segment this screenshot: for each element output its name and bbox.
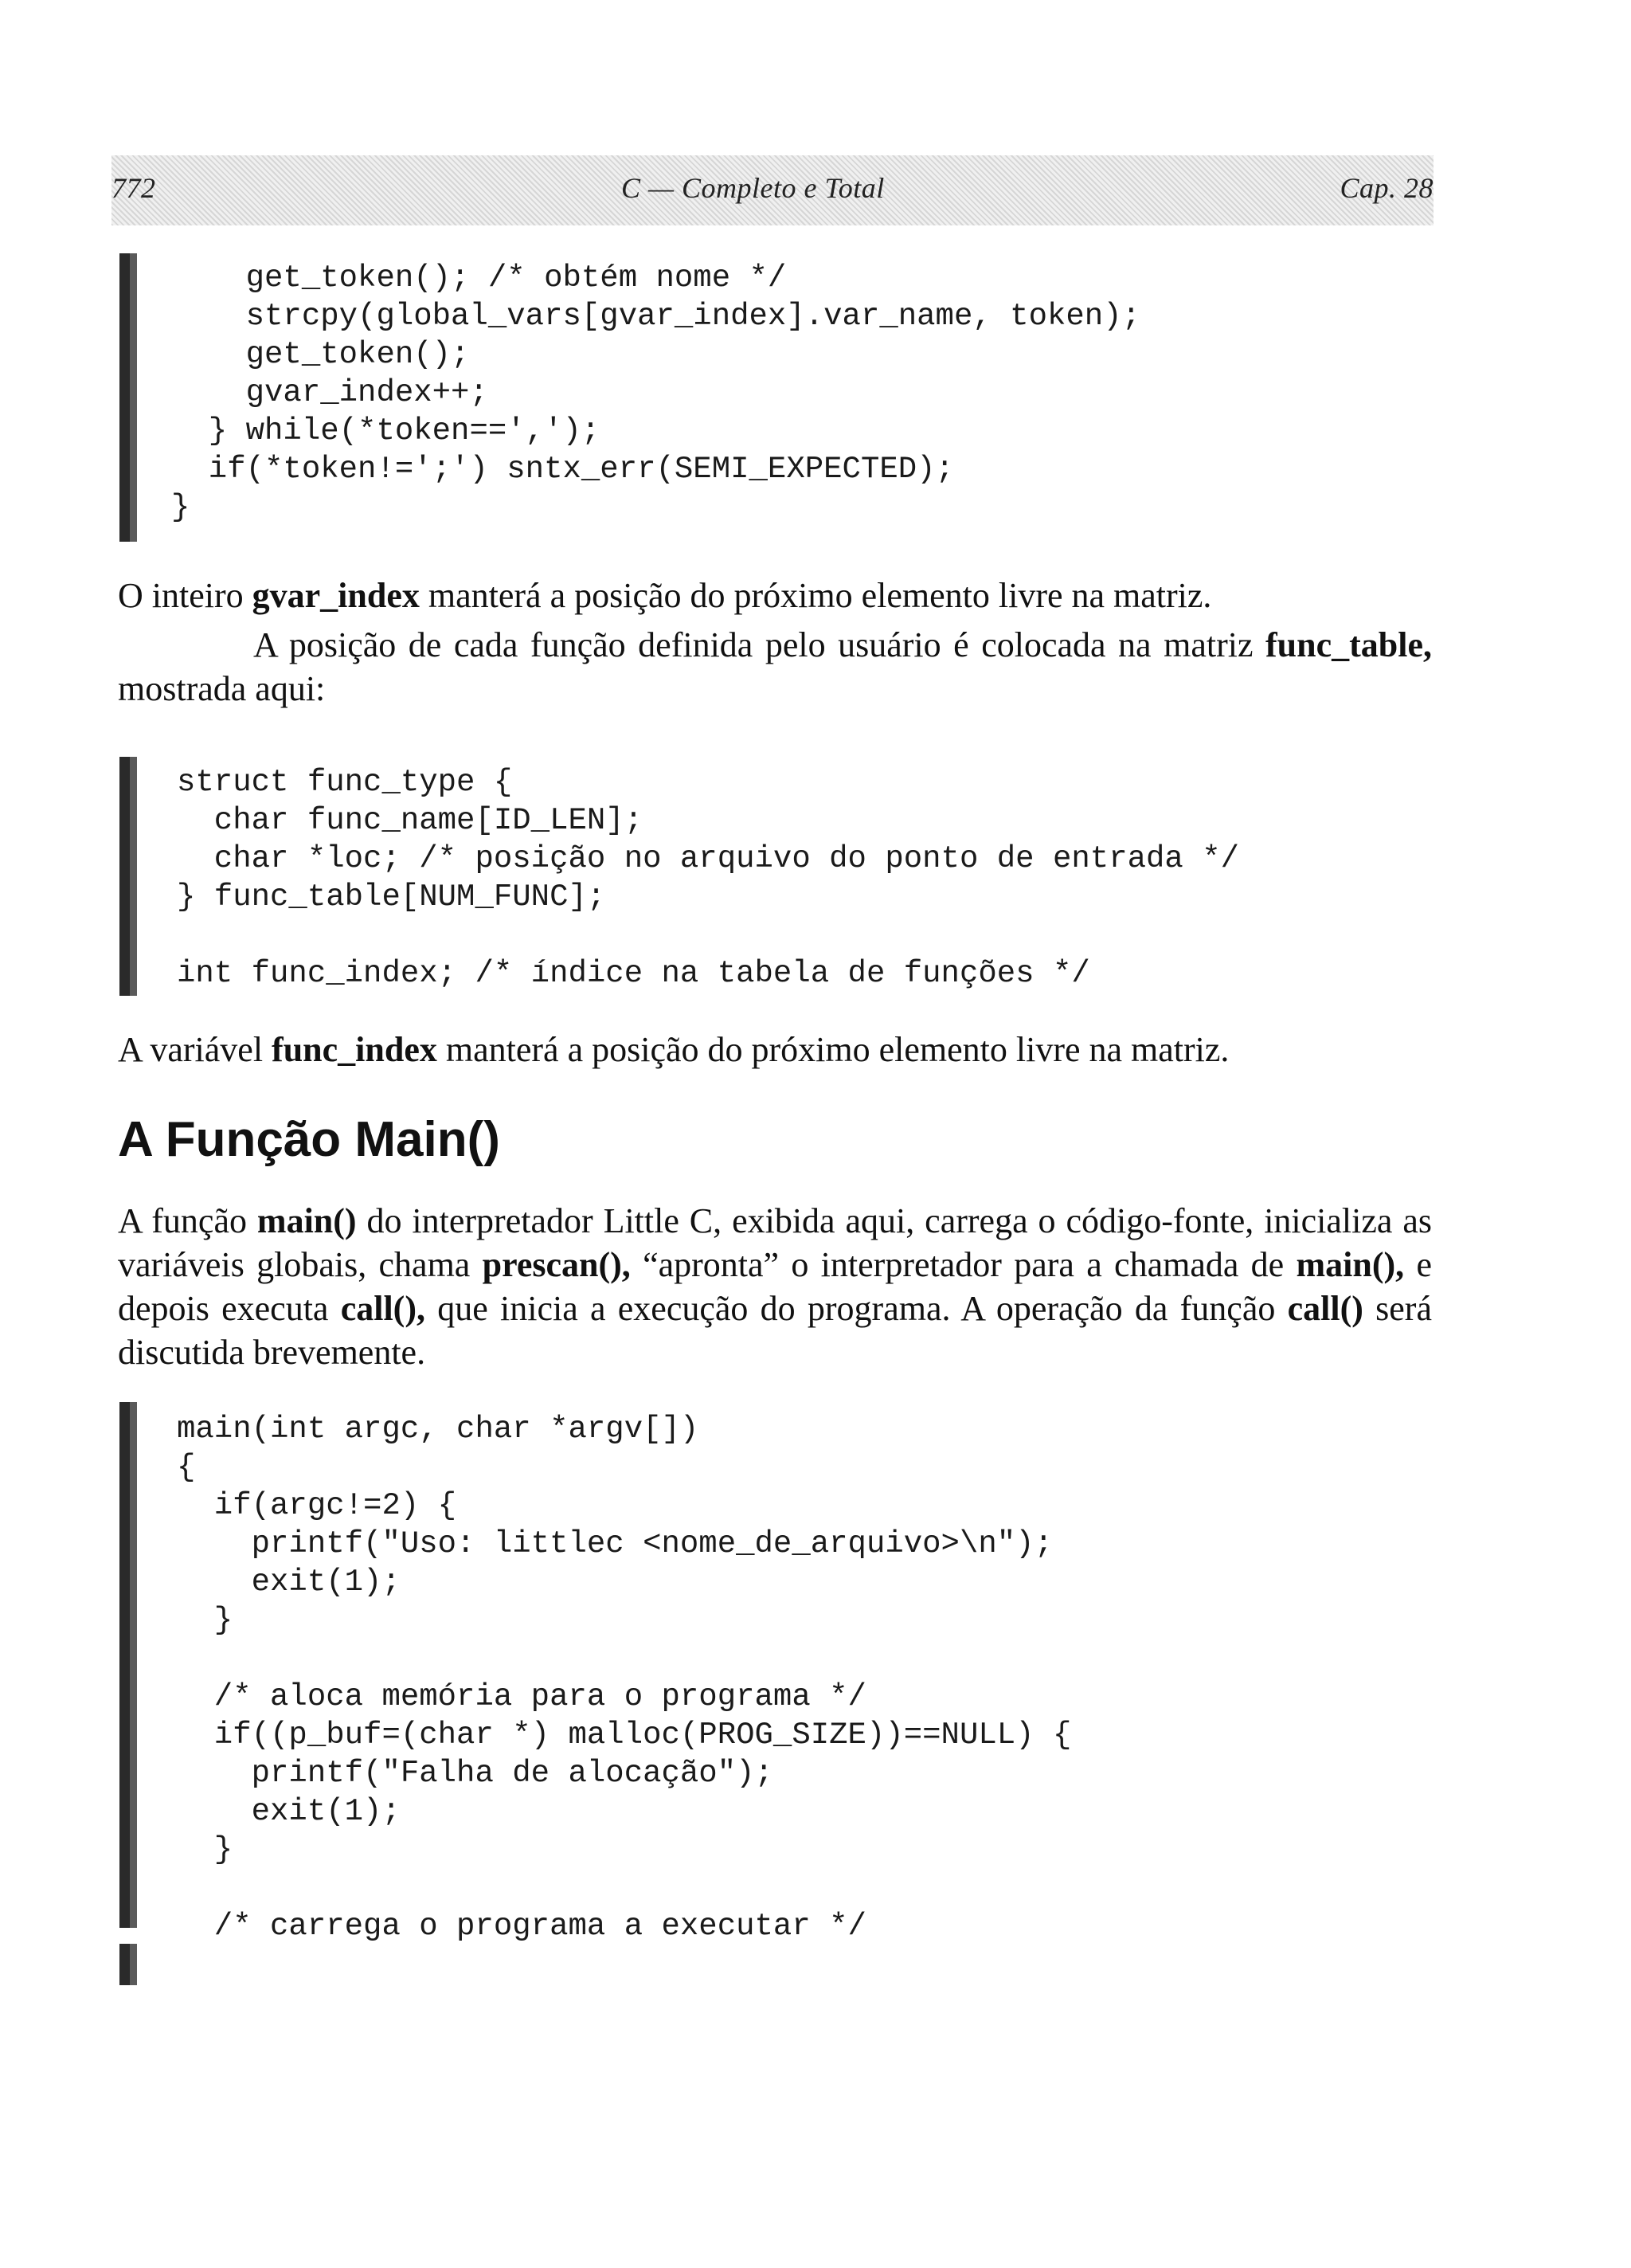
text-run: manterá a posição do próximo elemento livre na matriz. — [436, 1030, 1230, 1069]
code-line: { — [177, 1450, 196, 1485]
text-run: mostrada aqui: — [118, 669, 326, 708]
code-line — [177, 916, 1239, 954]
code-line: /* aloca memória para o programa */ — [177, 1679, 866, 1714]
code-line: get_token(); /* obtém nome */ — [171, 260, 787, 296]
code-margin-bar — [119, 1944, 137, 1985]
code-line: if(argc!=2) { — [177, 1488, 457, 1523]
code-line: exit(1); — [177, 1794, 401, 1829]
code-line: get_token(); — [171, 337, 470, 372]
code-line: int func_index; /* índice na tabela de funções */ — [177, 956, 1090, 991]
page-number: 772 — [111, 172, 156, 204]
code-line: } — [171, 490, 190, 525]
code-line: } — [177, 1832, 233, 1867]
code-line: if(*token!=';') sntx_err(SEMI_EXPECTED); — [171, 452, 954, 487]
bold-term: prescan(), — [482, 1245, 631, 1284]
text-run: A posição de cada função definida pelo usuário é colocada na matriz — [253, 625, 1265, 664]
code-line: char func_name[ID_LEN]; — [177, 803, 643, 838]
code-line — [177, 1639, 1071, 1678]
text-run: O inteiro — [118, 576, 252, 615]
paragraph-gvar-index — [118, 574, 1432, 617]
code-line: char *loc; /* posição no arquivo do ponto de entrada */ — [177, 841, 1240, 876]
bold-term: gvar_index — [252, 576, 420, 615]
text-run: será discutida brevemente. — [118, 1289, 1432, 1372]
book-title: C — Completo e Total — [621, 172, 885, 204]
text-run: e depois executa — [118, 1245, 1432, 1328]
section-heading: A Função Main() — [118, 1112, 500, 1167]
paragraph-func-table — [118, 623, 1432, 711]
code-line: exit(1); — [177, 1565, 401, 1600]
code-line — [177, 1869, 1071, 1907]
text-run: do interpretador Little C, exibida aqui, carrega o código-fonte, inicializa as variáveis globais, chama — [118, 1201, 1433, 1284]
code-line: printf("Falha de alocação"); — [177, 1756, 773, 1791]
code-line: gvar_index++; — [171, 375, 488, 410]
code-line: } while(*token==','); — [171, 413, 600, 449]
bold-term: call(), — [340, 1289, 425, 1328]
text-run: manterá a posição do próximo elemento livre na matriz. — [419, 576, 1212, 615]
code-line: struct func_type { — [177, 765, 513, 800]
code-block-global-vars — [171, 259, 1140, 527]
paragraph-main-description — [118, 1199, 1432, 1374]
bold-term: main() — [256, 1201, 357, 1240]
bold-term: func_index — [272, 1030, 437, 1069]
code-line: /* carrega o programa a executar */ — [177, 1909, 866, 1944]
code-line: } — [177, 1603, 233, 1638]
code-line: strcpy(global_vars[gvar_index].var_name, token); — [171, 299, 1140, 334]
text-run: que inicia a execução do programa. A operação da função — [425, 1289, 1288, 1328]
code-line: if((p_buf=(char *) malloc(PROG_SIZE))==NULL) { — [177, 1718, 1072, 1753]
code-line: printf("Uso: littlec <nome_de_arquivo>\n"); — [177, 1526, 1053, 1561]
text-run: A função — [118, 1201, 257, 1240]
paragraph-func-index — [118, 1028, 1432, 1071]
chapter-label: Cap. 28 — [1340, 172, 1433, 204]
code-line: main(int argc, char *argv[]) — [177, 1412, 699, 1447]
code-block-func-type — [177, 763, 1239, 993]
text-run: “apronta” o interpretador para a chamada de — [630, 1245, 1297, 1284]
bold-term: main(), — [1296, 1245, 1405, 1284]
bold-term: func_table, — [1265, 625, 1432, 664]
text-run: A variável — [118, 1030, 272, 1069]
code-margin-bar — [119, 253, 137, 542]
code-line: } func_table[NUM_FUNC]; — [177, 879, 606, 915]
code-margin-bar — [119, 757, 137, 996]
bold-term: call() — [1287, 1289, 1363, 1328]
running-header — [111, 155, 1433, 225]
code-block-main — [177, 1410, 1071, 1945]
code-margin-bar — [119, 1402, 137, 1928]
